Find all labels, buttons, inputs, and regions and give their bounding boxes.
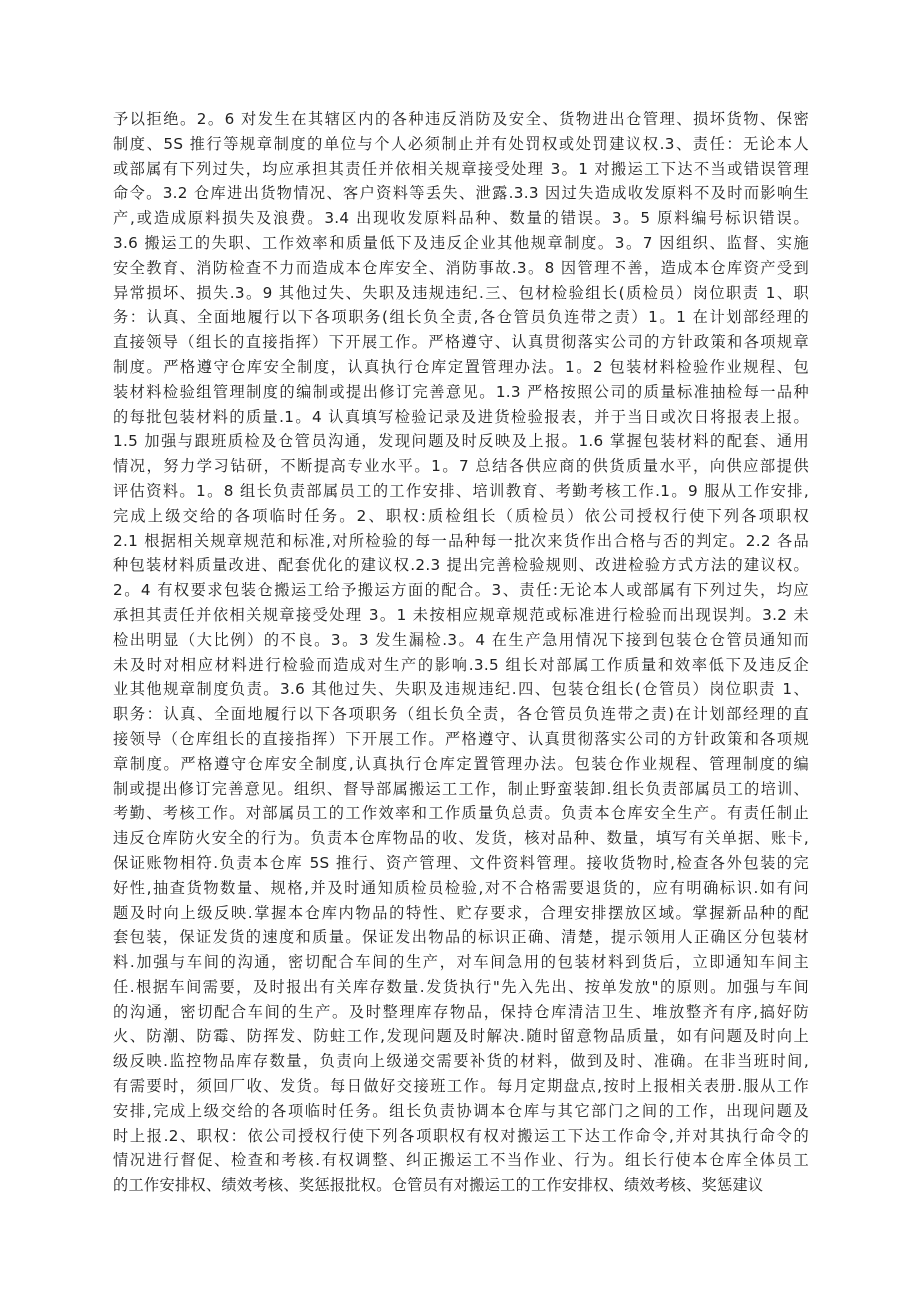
text-line: 章制度。严格遵守仓库安全制度,认真执行仓库定置管理办法。包装仓作业规程、管理制度的编 (113, 754, 809, 773)
text-line: 未及时对相应材料进行检验而造成对生产的影响.3.5 组长对部属工作质量和效率低下及违反企 (113, 655, 809, 674)
text-line: 套包装，保证发货的速度和质量。保证发出物品的标识正确、清楚，提示领用人正确区分包装材 (113, 928, 809, 947)
text-line: 情况，努力学习钻研，不断提高专业水平。1。7 总结各供应商的供货质量水平，向供应部提供 (113, 457, 809, 476)
text-line: 制度、5S 推行等规章制度的单位与个人必须制止并有处罚权或处罚建议权.3、责任：无论本人 (113, 134, 809, 153)
text-line: 时上报.2、职权：依公司授权行使下列各项职权有权对搬运工下达工作命令,并对其执行命令的 (113, 1126, 809, 1145)
text-line: 直接领导（组长的直接指挥）下开展工作。严格遵守、认真贯彻落实公司的方针政策和各项规章 (113, 333, 809, 352)
text-line: 的沟通，密切配合车间的生产。及时整理库存物品，保持仓库清洁卫生、堆放整齐有序,搞好防 (113, 1002, 809, 1021)
text-line: 制或提出修订完善意见。组织、督导部属搬运工工作，制止野蛮装卸.组长负责部属员工的培训、 (113, 779, 809, 798)
text-line: 命令。3.2 仓库进出货物情况、客户资料等丢失、泄露.3.3 因过失造成收发原料不及时而影响生 (113, 184, 809, 203)
text-line: 的每批包装材料的质量.1。4 认真填写检验记录及进货检验报表，并于当日或次日将报表上报。 (113, 407, 809, 426)
text-line: 情况进行督促、检查和考核.有权调整、纠正搬运工不当作业、行为。组长行使本仓库全体员工 (113, 1151, 809, 1170)
text-line: 火、防潮、防霉、防挥发、防蛀工作,发现问题及时解决.随时留意物品质量，如有问题及时向上 (113, 1027, 809, 1046)
text-line: 3.6 搬运工的失职、工作效率和质量低下及违反企业其他规章制度。3。7 因组织、监督、实施 (113, 233, 809, 252)
text-line: 的工作安排权、绩效考核、奖惩报批权。仓管员有对搬运工的工作安排权、绩效考核、奖惩建议 (113, 1176, 764, 1195)
text-line: 装材料检验组管理制度的编制或提出修订完善意见。1.3 严格按照公司的质量标准抽检每一品种 (113, 382, 809, 401)
text-line: 异常损坏、损失.3。9 其他过失、失职及违规违纪.三、包材检验组长(质检员）岗位职责 1、职 (113, 283, 809, 302)
text-line: 题及时向上级反映.掌握本仓库内物品的特性、贮存要求，合理安排摆放区域。掌握新品种的配 (113, 903, 809, 922)
text-line: 予以拒绝。2。6 对发生在其辖区内的各种违反消防及安全、货物进出仓管理、损坏货物、保密 (113, 110, 809, 128)
text-line: 完成上级交给的各项临时任务。2、职权:质检组长（质检员）依公司授权行使下列各项职权 (113, 506, 809, 525)
text-line: 好性,抽查货物数量、规格,并及时通知质检员检验,对不合格需要退货的，应有明确标识.如有问 (113, 878, 809, 897)
text-line: 料.加强与车间的沟通，密切配合车间的生产，对车间急用的包装材料到货后，立即通知车间主 (113, 953, 809, 972)
text-line: 2。4 有权要求包装仓搬运工给予搬运方面的配合。3、责任:无论本人或部属有下列过失，均应 (113, 581, 809, 600)
text-line: 产,或造成原料损失及浪费。3.4 出现收发原料品种、数量的错误。3。5 原料编号标识错误。 (113, 209, 809, 228)
text-line: 2.1 根据相关规章规范和标准,对所检验的每一品种每一批次来货作出合格与否的判定。2.2 各品 (113, 531, 809, 550)
text-line: 种包装材料质量改进、配套优化的建议权.2.3 提出完善检验规则、改进检验方式方法的建议权。 (113, 556, 809, 575)
text-line: 或部属有下列过失，均应承担其责任并依相关规章接受处理 3。1 对搬运工下达不当或错误管理 (113, 159, 809, 178)
text-line: 制度。严格遵守仓库安全制度，认真执行仓库定置管理办法。1。2 包装材料检验作业规程、包 (113, 357, 809, 376)
text-line: 务：认真、全面地履行以下各项职务(组长负全责,各仓管员负连带之责）1。1 在计划部经理的 (113, 308, 809, 327)
text-line: 承担其责任并依相关规章接受处理 3。1 未按相应规章规范或标准进行检验而出现误判。3.2 未 (113, 605, 809, 624)
text-line: 职务：认真、全面地履行以下各项职务（组长负全责，各仓管员负连带之责)在计划部经理的直 (113, 705, 809, 724)
text-line: 级反映.监控物品库存数量，负责向上级递交需要补货的材料，做到及时、准确。在非当班时间, (113, 1052, 809, 1071)
text-line: 任.根据车间需要，及时报出有关库存数量.发货执行"先入先出、按单发放"的原则。加强与车间 (113, 977, 809, 996)
text-line: 业其他规章制度负责。3.6 其他过失、失职及违规违纪.四、包装仓组长(仓管员）岗位职责 1、 (113, 680, 809, 699)
text-line: 违反仓库防火安全的行为。负责本仓库物品的收、发货，核对品种、数量，填写有关单据、账卡, (113, 829, 809, 848)
text-line: 考勤、考核工作。对部属员工的工作效率和工作质量负总责。负责本仓库安全生产。有责任制止 (113, 804, 809, 823)
text-line: 保证账物相符.负责本仓库 5S 推行、资产管理、文件资料管理。接收货物时,检查各外包装的完 (113, 853, 809, 872)
text-line: 评估资料。1。8 组长负责部属员工的工作安排、培训教育、考勤考核工作.1。9 服从工作安排, (113, 481, 809, 500)
body-text (113, 107, 809, 1198)
text-line: 接领导（仓库组长的直接指挥）下开展工作。严格遵守、认真贯彻落实公司的方针政策和各项规 (113, 729, 809, 748)
text-line: 安全教育、消防检查不力而造成本仓库安全、消防事故.3。8 因管理不善，造成本仓库资产受到 (113, 258, 809, 277)
text-line: 安排,完成上级交给的各项临时任务。组长负责协调本仓库与其它部门之间的工作，出现问题及 (113, 1101, 809, 1120)
text-line: 1.5 加强与跟班质检及仓管员沟通，发现问题及时反映及上报。1.6 掌握包装材料的配套、通用 (113, 432, 809, 451)
text-line: 检出明显（大比例）的不良。3。3 发生漏检.3。4 在生产急用情况下接到包装仓仓管员通知而 (113, 630, 809, 649)
text-line: 有需要时，须回厂收、发货。每日做好交接班工作。每月定期盘点,按时上报相关表册.服从工作 (113, 1077, 809, 1096)
